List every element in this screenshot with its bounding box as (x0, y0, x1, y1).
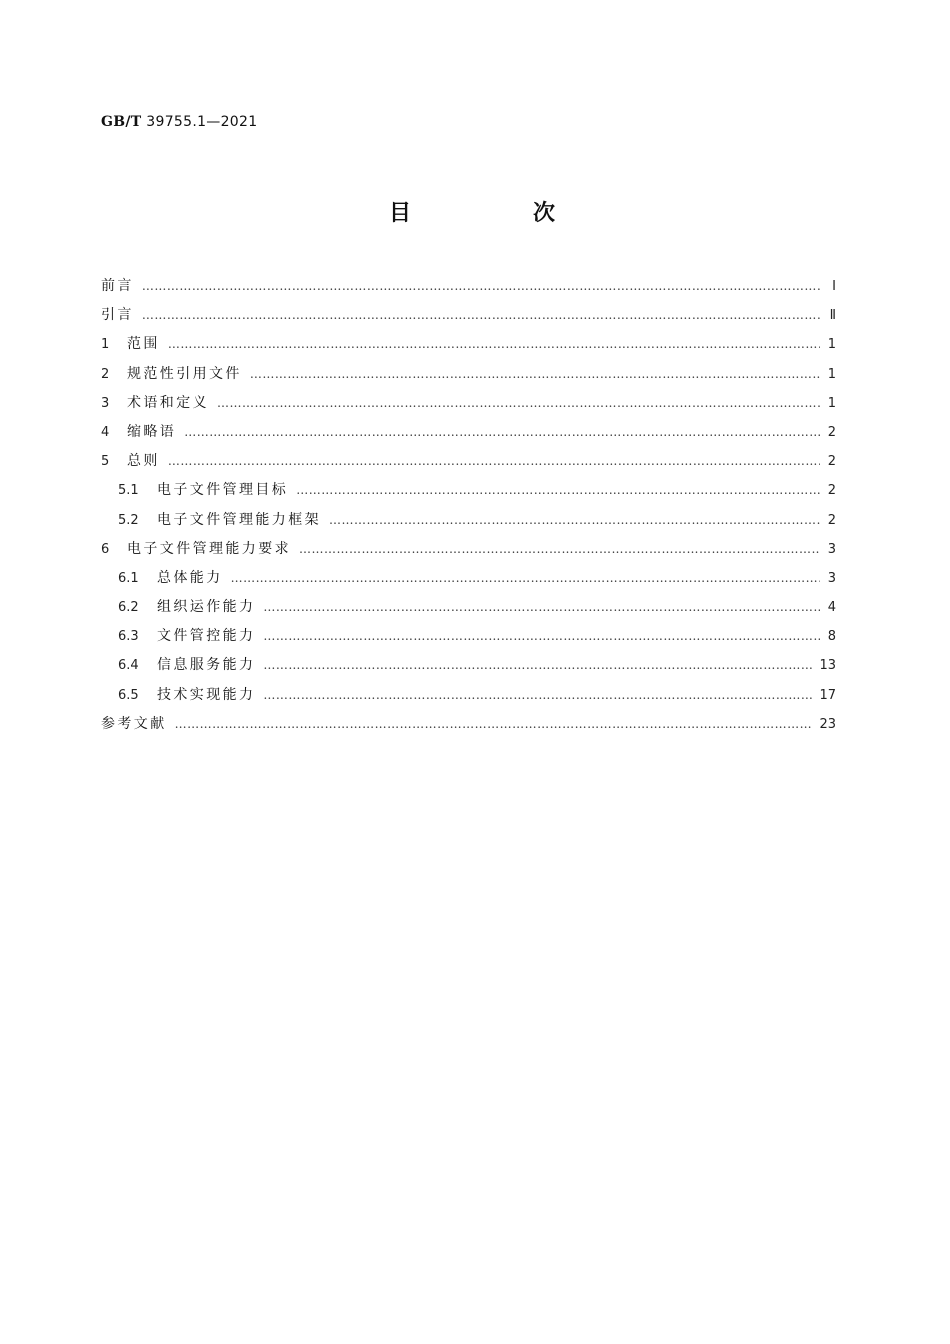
toc-entry-label: 组织运作能力 (157, 599, 256, 616)
toc-entry-2[interactable] (101, 360, 836, 389)
toc-entry-label: 总体能力 (157, 569, 223, 586)
toc-leader-dots (250, 360, 820, 389)
toc-entry-page: 2 (827, 454, 836, 470)
toc-entry-label: 引言 (101, 307, 134, 324)
toc-entry-3[interactable] (101, 389, 836, 418)
toc-leader-dots (263, 593, 820, 622)
toc-entry-page: 13 (819, 658, 836, 674)
toc-leader-dots (263, 651, 813, 680)
toc-entry-number: 5 (101, 454, 110, 470)
toc-entry-number: 2 (101, 366, 110, 382)
toc-entry-page: 3 (827, 541, 836, 557)
toc-entry-label: 缩略语 (127, 423, 177, 440)
toc-entry-label: 范围 (127, 336, 160, 353)
toc-entry-page: 4 (827, 600, 836, 616)
toc-entry-label: 电子文件管理能力要求 (127, 540, 291, 557)
toc-entry-6-5[interactable] (101, 681, 836, 710)
standard-code (101, 114, 257, 130)
table-of-contents (101, 272, 836, 739)
toc-entry-page: 1 (827, 395, 836, 411)
toc-entry-label: 参考文献 (101, 715, 167, 732)
toc-leader-dots (142, 301, 820, 330)
page-title: 目 次 (388, 201, 605, 226)
toc-entry-label: 文件管控能力 (157, 628, 256, 645)
toc-leader-dots (217, 389, 820, 418)
toc-entry-bibliography[interactable] (101, 710, 836, 739)
toc-entry-number: 5.1 (118, 483, 139, 499)
toc-entry-4[interactable] (101, 418, 836, 447)
toc-entry-number: 4 (101, 424, 110, 440)
toc-entry-6-2[interactable] (101, 593, 836, 622)
toc-leader-dots (168, 447, 820, 476)
toc-leader-dots (184, 418, 820, 447)
toc-leader-dots (142, 272, 820, 301)
toc-leader-dots (231, 564, 820, 593)
toc-entry-page: 2 (827, 424, 836, 440)
toc-leader-dots (263, 681, 813, 710)
toc-entry-5[interactable] (101, 447, 836, 476)
toc-entry-number: 5.2 (118, 512, 139, 528)
toc-entry-label: 电子文件管理目标 (157, 482, 289, 499)
toc-entry-6-1[interactable] (101, 564, 836, 593)
standard-prefix: GB/T (101, 114, 142, 130)
toc-entry-label: 术语和定义 (127, 394, 209, 411)
toc-entry-page: 8 (827, 629, 836, 645)
toc-entry-5-1[interactable] (101, 476, 836, 505)
toc-entry-number: 6.3 (118, 629, 139, 645)
standard-number: 39755.1—2021 (146, 114, 258, 130)
toc-entry-6[interactable] (101, 535, 836, 564)
toc-entry-page: Ⅱ (829, 308, 836, 324)
toc-entry-label: 规范性引用文件 (127, 365, 242, 382)
toc-entry-number: 6 (101, 541, 110, 557)
toc-entry-page: 17 (819, 687, 836, 703)
toc-entry-label: 技术实现能力 (157, 686, 256, 703)
toc-entry-introduction[interactable] (101, 301, 836, 330)
toc-entry-page: 1 (827, 337, 836, 353)
toc-entry-page: Ⅰ (832, 279, 836, 294)
toc-entry-label: 总则 (127, 453, 160, 470)
toc-entry-6-3[interactable] (101, 622, 836, 651)
toc-leader-dots (263, 622, 820, 651)
toc-entry-page: 2 (827, 512, 836, 528)
toc-entry-number: 1 (101, 337, 110, 353)
toc-leader-dots (296, 476, 820, 505)
toc-entry-page: 3 (827, 570, 836, 586)
toc-entry-5-2[interactable] (101, 506, 836, 535)
toc-entry-label: 前言 (101, 278, 134, 294)
toc-entry-number: 6.2 (118, 600, 139, 616)
toc-entry-foreword[interactable] (101, 272, 836, 301)
toc-entry-label: 信息服务能力 (157, 657, 256, 674)
toc-entry-page: 2 (827, 483, 836, 499)
toc-entry-page: 23 (819, 716, 836, 732)
toc-entry-label: 电子文件管理能力框架 (157, 511, 321, 528)
toc-leader-dots (329, 506, 820, 535)
toc-entry-page: 1 (827, 366, 836, 382)
toc-entry-number: 3 (101, 395, 110, 411)
toc-entry-number: 6.5 (118, 687, 139, 703)
toc-leader-dots (299, 535, 820, 564)
toc-entry-number: 6.1 (118, 570, 139, 586)
toc-entry-number: 6.4 (118, 658, 139, 674)
toc-leader-dots (175, 710, 814, 739)
toc-entry-6-4[interactable] (101, 651, 836, 680)
toc-leader-dots (168, 330, 820, 359)
toc-entry-1[interactable] (101, 330, 836, 359)
